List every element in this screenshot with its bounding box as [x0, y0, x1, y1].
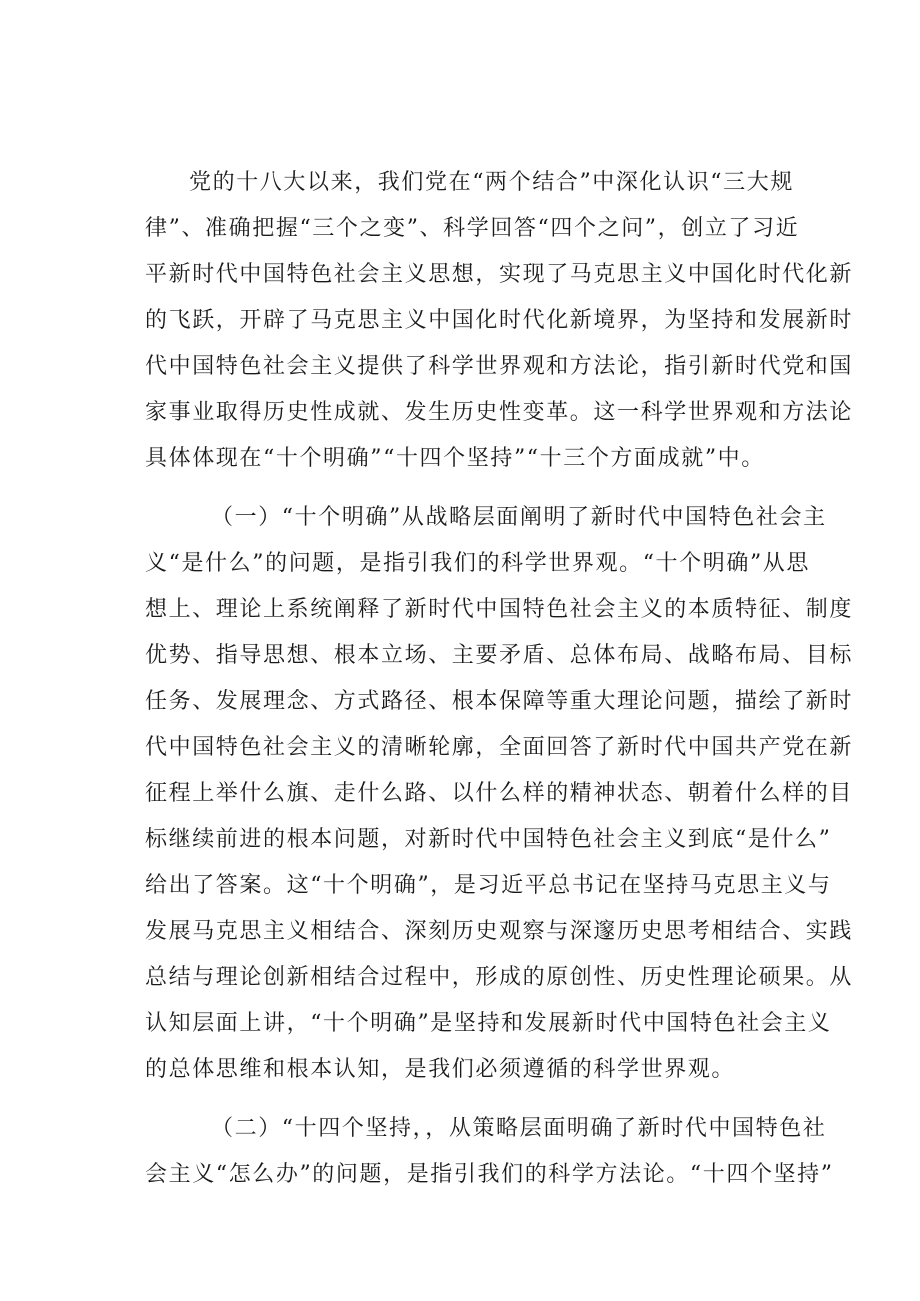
text-line: 征程上举什么旗、走什么路、以什么样的精神状态、朝着什么样的目 — [145, 781, 854, 806]
document-body — [145, 160, 854, 1198]
text-line: 平新时代中国特色社会主义思想，实现了马克思主义中国化时代化新 — [145, 262, 854, 287]
text-line: 代中国特色社会主义的清晰轮廓，全面回答了新时代中国共产党在新 — [145, 735, 854, 760]
paragraph-1 — [145, 160, 854, 482]
text-line: 家事业取得历史性成就、发生历史性变革。这一科学世界观和方法论 — [145, 400, 854, 425]
text-line: 律”、准确把握“三个之变”、科学回答“四个之问”，创立了习近 — [145, 216, 800, 241]
text-line: 的飞跃，开辟了马克思主义中国化时代化新境界，为坚持和发展新时 — [145, 308, 854, 333]
text-line: 发展马克思主义相结合、深刻历史观察与深邃历史思考相结合、实践 — [145, 919, 854, 944]
text-line: （一）“十个明确”从战略层面阐明了新时代中国特色社会主 — [211, 505, 827, 530]
paragraph-2 — [145, 495, 854, 1093]
text-line: 给出了答案。这“十个明确”，是习近平总书记在坚持马克思主义与 — [145, 873, 832, 898]
text-line: 标继续前进的根本问题，对新时代中国特色社会主义到底“是什么” — [145, 827, 832, 852]
text-line: 想上、理论上系统阐释了新时代中国特色社会主义的本质特征、制度 — [145, 597, 854, 622]
text-line: 总结与理论创新相结合过程中，形成的原创性、历史性理论硕果。从 — [145, 965, 854, 990]
text-line: 代中国特色社会主义提供了科学世界观和方法论，指引新时代党和国 — [145, 354, 854, 379]
text-line: 义“是什么”的问题，是指引我们的科学世界观。“十个明确”从思 — [145, 551, 810, 576]
text-line: （二）“十四个坚持，，从策略层面明确了新时代中国特色社 — [211, 1116, 827, 1141]
text-line: 党的十八大以来，我们党在“两个结合”中深化认识“三大规 — [189, 170, 794, 195]
text-line: 优势、指导思想、根本立场、主要矛盾、总体布局、战略布局、目标 — [145, 643, 854, 668]
text-line: 的总体思维和根本认知，是我们必须遵循的科学世界观。 — [145, 1057, 736, 1082]
paragraph-3 — [145, 1106, 834, 1198]
text-line: 任务、发展理念、方式路径、根本保障等重大理论问题，描绘了新时 — [145, 689, 854, 714]
text-line: 认知层面上讲，“十个明确”是坚持和发展新时代中国特色社会主义 — [145, 1011, 832, 1036]
text-line: 具体体现在“十个明确”“十四个坚持”“十三个方面成就”中。 — [145, 446, 765, 471]
text-line: 会主义“怎么办”的问题，是指引我们的科学方法论。“十四个坚持” — [145, 1162, 834, 1187]
